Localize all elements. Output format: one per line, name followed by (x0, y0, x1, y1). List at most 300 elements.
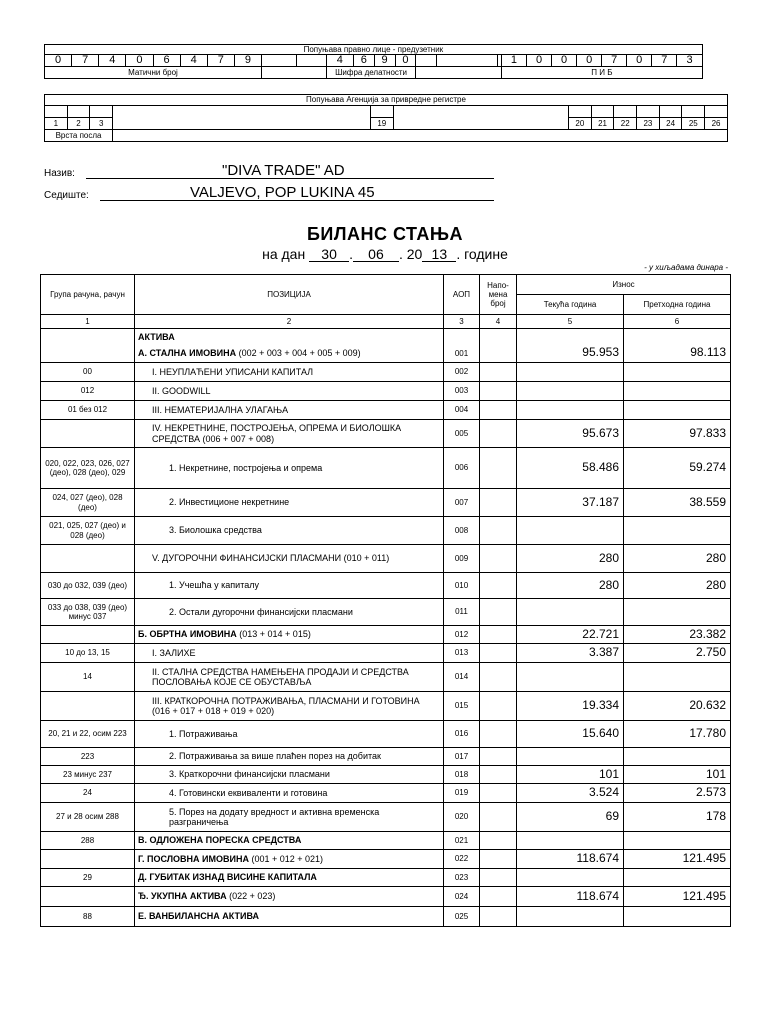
note-cell (480, 748, 517, 766)
date-century: 20 (406, 246, 423, 262)
position-heading: Б. ОБРТНА ИМОВИНА (138, 629, 237, 640)
position-cell (135, 448, 444, 489)
field-number: 20 (569, 118, 592, 130)
note-cell (480, 363, 517, 382)
aop-cell: 017 (444, 748, 480, 766)
table-row (41, 663, 731, 692)
position-text: 3. Краткорочни финансијски пласмани (169, 769, 330, 780)
group-cell: 033 до 038, 039 (део) минус 037 (41, 599, 135, 626)
date-line (0, 246, 770, 262)
position-cell (135, 545, 444, 573)
field-number: 2 (67, 118, 90, 130)
position-text: 2. Остали дугорочни финансијски пласмани (169, 606, 353, 617)
current-year-cell (517, 869, 624, 887)
pib-label: П И Б (501, 67, 702, 79)
aop-cell: 005 (444, 420, 480, 448)
blank-cell (370, 106, 393, 118)
blank-cell (393, 106, 568, 118)
position-heading: Е. ВАНБИЛАНСНА АКТИВА (138, 911, 260, 922)
blank-cell (393, 118, 568, 130)
current-year-cell: 3.524 (517, 784, 624, 803)
activity-digit: 4 (326, 55, 353, 67)
col-number: 1 (41, 315, 135, 329)
document-title: БИЛАНС СТАЊА (306, 224, 464, 244)
position-text: I. НЕУПЛАЋЕНИ УПИСАНИ КАПИТАЛ (152, 366, 314, 377)
mb-digit: 4 (180, 55, 207, 67)
blank-cell (637, 106, 660, 118)
agency-caption: Попуњава Агенција за привредне регистре (45, 95, 728, 106)
position-cell (135, 382, 444, 401)
field-number: 1 (45, 118, 68, 130)
note-cell (480, 721, 517, 748)
col-header-current: Текућа година (517, 295, 624, 315)
position-text: (002 + 003 + 004 + 005 + 009) (236, 348, 361, 359)
group-cell: 24 (41, 784, 135, 803)
balance-rows (41, 329, 731, 927)
group-cell: 020, 022, 023, 026, 027 (део), 028 (део), 029 (41, 448, 135, 489)
position-text: IV. НЕКРЕТНИНЕ, ПОСТРОЈЕЊА, ОПРЕМА И БИОЛОШКА СРЕДСТВА (006 + 007 + 008) (152, 423, 402, 444)
blank-cell (297, 55, 326, 67)
table-row (41, 784, 731, 803)
balance-table (40, 274, 731, 927)
blank-cell (67, 106, 90, 118)
position-cell (135, 850, 444, 869)
current-year-cell: 280 (517, 573, 624, 599)
table-row (41, 420, 731, 448)
id-numbers-table (44, 44, 728, 79)
current-year-cell: 37.187 (517, 489, 624, 517)
group-cell: 10 до 13, 15 (41, 644, 135, 663)
previous-year-cell: 121.495 (624, 850, 731, 869)
section-label: АКТИВА (135, 329, 444, 345)
blank-cell (591, 106, 614, 118)
position-cell (135, 663, 444, 692)
field-number: 19 (370, 118, 393, 130)
aop-cell: 014 (444, 663, 480, 692)
col-number: 2 (135, 315, 444, 329)
position-cell (135, 803, 444, 832)
group-cell (41, 345, 135, 363)
position-cell (135, 420, 444, 448)
company-seat-label: Седиште: (44, 190, 89, 201)
blank-cell (262, 67, 327, 79)
group-cell: 223 (41, 748, 135, 766)
position-cell (135, 907, 444, 927)
table-row (41, 363, 731, 382)
position-cell (135, 599, 444, 626)
blank-cell (659, 106, 682, 118)
table-row (41, 599, 731, 626)
group-cell: 024, 027 (део), 028 (део) (41, 489, 135, 517)
group-cell: 29 (41, 869, 135, 887)
previous-year-cell (624, 869, 731, 887)
position-cell (135, 766, 444, 784)
previous-year-cell: 20.632 (624, 692, 731, 721)
current-year-cell: 19.334 (517, 692, 624, 721)
current-year-cell (517, 382, 624, 401)
col-header-amount: Износ (517, 275, 731, 295)
note-cell (480, 832, 517, 850)
aop-cell: 018 (444, 766, 480, 784)
col-header-previous: Претходна година (624, 295, 731, 315)
mb-digit: 9 (234, 55, 261, 67)
table-row (41, 869, 731, 887)
previous-year-cell: 280 (624, 545, 731, 573)
position-text: 2. Потраживања за више плаћен порез на добитак (169, 751, 381, 762)
table-row (41, 517, 731, 545)
field-number: 24 (659, 118, 682, 130)
current-year-cell (517, 517, 624, 545)
table-row (41, 573, 731, 599)
table-row (41, 448, 731, 489)
group-cell: 23 минус 237 (41, 766, 135, 784)
position-cell (135, 721, 444, 748)
table-row (41, 907, 731, 927)
field-number: 25 (682, 118, 705, 130)
mb-digit: 6 (153, 55, 180, 67)
position-text: V. ДУГОРОЧНИ ФИНАНСИЈСКИ ПЛАСМАНИ (010 + 011) (152, 553, 390, 564)
position-cell (135, 869, 444, 887)
position-heading: В. ОДЛОЖЕНА ПОРЕСКА СРЕДСТВА (138, 835, 302, 846)
mb-digit: 7 (207, 55, 234, 67)
blank-cell (262, 55, 297, 67)
table-row (41, 401, 731, 420)
date-month: 06 (353, 247, 399, 262)
previous-year-cell: 178 (624, 803, 731, 832)
mb-digit: 4 (99, 55, 126, 67)
note-cell (480, 626, 517, 644)
note-cell (480, 692, 517, 721)
note-cell (480, 644, 517, 663)
previous-year-cell: 121.495 (624, 887, 731, 907)
current-year-cell: 22.721 (517, 626, 624, 644)
current-year-cell (517, 663, 624, 692)
date-day: 30 (309, 247, 349, 262)
section-row (41, 329, 731, 345)
aop-cell: 013 (444, 644, 480, 663)
aop-cell: 002 (444, 363, 480, 382)
mb-digit: 7 (72, 55, 99, 67)
group-cell (41, 887, 135, 907)
table-row (41, 850, 731, 869)
note-cell (480, 869, 517, 887)
position-text: 3. Биолошка средства (169, 525, 262, 536)
blank-cell (614, 106, 637, 118)
current-year-cell: 69 (517, 803, 624, 832)
table-row (41, 644, 731, 663)
group-cell: 01 без 012 (41, 401, 135, 420)
field-number: 22 (614, 118, 637, 130)
units-note: - у хиљадама динара - (644, 263, 728, 272)
previous-year-cell (624, 599, 731, 626)
aop-cell (444, 329, 480, 345)
position-cell (135, 784, 444, 803)
previous-year-cell: 2.750 (624, 644, 731, 663)
current-year-cell: 58.486 (517, 448, 624, 489)
position-text: 1. Некретнине, постројења и опрема (169, 462, 323, 473)
position-cell (135, 363, 444, 382)
note-cell (480, 766, 517, 784)
group-cell: 021, 025, 027 (део) и 028 (део) (41, 517, 135, 545)
group-cell (41, 329, 135, 345)
position-cell (135, 517, 444, 545)
position-text: 2. Инвестиционе некретнине (169, 497, 290, 508)
current-year-cell (517, 363, 624, 382)
position-cell (135, 345, 444, 363)
previous-year-cell (624, 363, 731, 382)
blank-cell (113, 130, 728, 142)
previous-year-cell: 98.113 (624, 345, 731, 363)
col-header-aop: АОП (444, 275, 480, 315)
previous-cell (624, 329, 731, 345)
previous-year-cell: 2.573 (624, 784, 731, 803)
note-cell (480, 545, 517, 573)
current-year-cell (517, 599, 624, 626)
previous-year-cell (624, 748, 731, 766)
aop-cell: 011 (444, 599, 480, 626)
company-seat-value: VALJEVO, POP LUKINA 45 (190, 184, 375, 201)
note-cell (480, 573, 517, 599)
previous-year-cell (624, 663, 731, 692)
blank-cell (416, 67, 502, 79)
position-text: I. ЗАЛИХЕ (152, 647, 196, 658)
position-text: 5. Порез на додату вредност и активна временска разграничења (169, 806, 380, 827)
aop-cell: 021 (444, 832, 480, 850)
current-year-cell: 3.387 (517, 644, 624, 663)
mb-digit: 0 (126, 55, 153, 67)
position-cell (135, 401, 444, 420)
position-text: III. НЕМАТЕРИЈАЛНА УЛАГАЊА (152, 404, 289, 415)
agency-table (44, 94, 728, 142)
note-cell (480, 382, 517, 401)
col-number: 6 (624, 315, 731, 329)
note-cell (480, 850, 517, 869)
aop-cell: 007 (444, 489, 480, 517)
aop-cell: 008 (444, 517, 480, 545)
aop-cell: 023 (444, 869, 480, 887)
position-text: 1. Учешћа у капиталу (169, 580, 259, 591)
table-row (41, 721, 731, 748)
date-separator: . (398, 246, 403, 262)
position-text: 4. Готовински еквиваленти и готовина (169, 787, 328, 798)
note-cell (480, 420, 517, 448)
aop-cell: 004 (444, 401, 480, 420)
aop-cell: 010 (444, 573, 480, 599)
entity-caption: Попуњава правно лице - предузетник (45, 45, 703, 55)
group-cell (41, 850, 135, 869)
pib-digit: 0 (552, 55, 577, 67)
activity-digit: 6 (353, 55, 374, 67)
aop-cell: 012 (444, 626, 480, 644)
mb-digit: 0 (45, 55, 72, 67)
col-header-group: Група рачуна, рачун (41, 275, 135, 315)
table-row (41, 766, 731, 784)
aop-cell: 016 (444, 721, 480, 748)
date-suffix: . године (456, 246, 508, 262)
pib-digit: 0 (527, 55, 552, 67)
table-row (41, 692, 731, 721)
table-row (41, 382, 731, 401)
table-row (41, 832, 731, 850)
current-year-cell (517, 401, 624, 420)
position-cell (135, 489, 444, 517)
pib-digit: 0 (577, 55, 602, 67)
activity-label: Шифра делатности (326, 67, 416, 79)
group-cell: 27 и 28 осим 288 (41, 803, 135, 832)
table-row (41, 887, 731, 907)
group-cell (41, 420, 135, 448)
col-header-note: Напо-мена број (480, 275, 517, 315)
date-separator: . (349, 246, 353, 262)
group-cell (41, 692, 135, 721)
aop-cell: 022 (444, 850, 480, 869)
date-year: 13 (422, 247, 456, 262)
company-name-value: "DIVA TRADE" AD (222, 162, 345, 179)
field-number: 21 (591, 118, 614, 130)
previous-year-cell: 101 (624, 766, 731, 784)
aop-cell: 009 (444, 545, 480, 573)
col-number: 3 (444, 315, 480, 329)
position-text: (022 + 023) (226, 891, 276, 902)
position-cell (135, 832, 444, 850)
current-year-cell: 101 (517, 766, 624, 784)
group-cell: 14 (41, 663, 135, 692)
aop-cell: 003 (444, 382, 480, 401)
blank-cell (90, 106, 113, 118)
activity-digit: 0 (395, 55, 416, 67)
aop-cell: 025 (444, 907, 480, 927)
group-cell: 00 (41, 363, 135, 382)
aop-cell: 006 (444, 448, 480, 489)
table-row (41, 626, 731, 644)
blank-cell (45, 106, 68, 118)
note-cell (480, 599, 517, 626)
current-year-cell: 95.953 (517, 345, 624, 363)
current-year-cell: 95.673 (517, 420, 624, 448)
activity-digit: 9 (374, 55, 395, 67)
note-cell (480, 663, 517, 692)
col-header-position: ПОЗИЦИЈА (135, 275, 444, 315)
aop-cell: 001 (444, 345, 480, 363)
previous-year-cell (624, 517, 731, 545)
blank-cell (569, 106, 592, 118)
blank-cell (437, 55, 498, 67)
note-cell (480, 887, 517, 907)
table-row (41, 748, 731, 766)
previous-year-cell (624, 382, 731, 401)
previous-year-cell: 23.382 (624, 626, 731, 644)
position-text: II. СТАЛНА СРЕДСТВА НАМЕЊЕНА ПРОДАЈИ И СРЕДСТВА ПОСЛОВАЊА КОЈЕ СЕ ОБУСТАВЉА (152, 666, 409, 687)
current-year-cell: 280 (517, 545, 624, 573)
field-number: 3 (90, 118, 113, 130)
table-row (41, 489, 731, 517)
previous-year-cell (624, 832, 731, 850)
pib-digit: 3 (677, 55, 702, 67)
group-cell: 288 (41, 832, 135, 850)
note-cell (480, 489, 517, 517)
current-cell (517, 329, 624, 345)
mb-label: Матични број (45, 67, 262, 79)
note-cell (480, 448, 517, 489)
current-year-cell: 15.640 (517, 721, 624, 748)
pib-digit: 7 (602, 55, 627, 67)
date-prefix: на дан (262, 246, 306, 262)
previous-year-cell: 59.274 (624, 448, 731, 489)
group-cell (41, 545, 135, 573)
blank-cell (113, 118, 371, 130)
table-row (41, 345, 731, 363)
note-cell (480, 329, 517, 345)
field-number: 23 (637, 118, 660, 130)
company-name-line (44, 162, 494, 182)
group-cell: 20, 21 и 22, осим 223 (41, 721, 135, 748)
current-year-cell (517, 748, 624, 766)
blank-cell (416, 55, 437, 67)
current-year-cell (517, 907, 624, 927)
note-cell (480, 517, 517, 545)
pib-digit: 7 (652, 55, 677, 67)
previous-year-cell (624, 907, 731, 927)
col-number: 5 (517, 315, 624, 329)
position-cell (135, 573, 444, 599)
position-text: (013 + 014 + 015) (236, 629, 311, 640)
position-cell (135, 692, 444, 721)
blank-cell (682, 106, 705, 118)
table-row (41, 545, 731, 573)
position-text: (001 + 012 + 021) (248, 853, 324, 864)
position-text: 1. Потраживања (169, 728, 238, 739)
group-cell (41, 626, 135, 644)
blank-cell (113, 106, 371, 118)
company-name-label: Назив: (44, 168, 75, 179)
previous-year-cell: 97.833 (624, 420, 731, 448)
company-seat-line (44, 184, 494, 204)
current-year-cell: 118.674 (517, 850, 624, 869)
previous-year-cell (624, 401, 731, 420)
position-cell (135, 748, 444, 766)
aop-cell: 015 (444, 692, 480, 721)
position-heading: Г. ПОСЛОВНА ИМОВИНА (138, 853, 249, 864)
field-number: 26 (705, 118, 728, 130)
current-year-cell (517, 832, 624, 850)
blank-cell (705, 106, 728, 118)
aop-cell: 020 (444, 803, 480, 832)
job-type-label: Врста посла (45, 130, 113, 142)
note-cell (480, 803, 517, 832)
note-cell (480, 401, 517, 420)
position-heading: А. СТАЛНА ИМОВИНА (138, 348, 237, 359)
position-heading: Ђ. УКУПНА АКТИВА (138, 891, 227, 902)
previous-year-cell: 17.780 (624, 721, 731, 748)
aop-cell: 019 (444, 784, 480, 803)
position-heading: Д. ГУБИТАК ИЗНАД ВИСИНЕ КАПИТАЛА (138, 872, 317, 883)
col-number: 4 (480, 315, 517, 329)
note-cell (480, 784, 517, 803)
pib-digit: 1 (501, 55, 526, 67)
table-row (41, 803, 731, 832)
group-cell: 030 до 032, 039 (део) (41, 573, 135, 599)
current-year-cell: 118.674 (517, 887, 624, 907)
note-cell (480, 907, 517, 927)
position-cell (135, 644, 444, 663)
previous-year-cell: 38.559 (624, 489, 731, 517)
aop-cell: 024 (444, 887, 480, 907)
group-cell: 88 (41, 907, 135, 927)
position-cell (135, 626, 444, 644)
pib-digit: 0 (627, 55, 652, 67)
position-text: II. GOODWILL (152, 385, 211, 396)
position-text: III. КРАТКОРОЧНА ПОТРАЖИВАЊА, ПЛАСМАНИ И ГОТОВИНА (016 + 017 + 018 + 019 + 020) (152, 695, 420, 716)
